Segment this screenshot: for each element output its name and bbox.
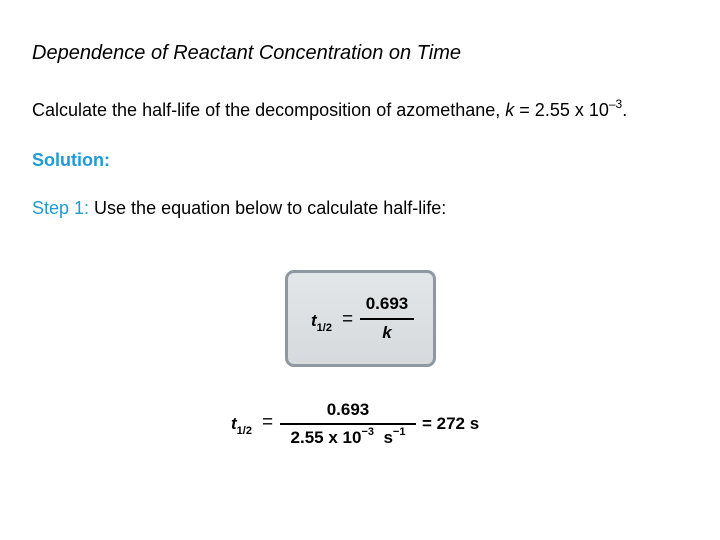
calc-lhs: $t_{1/2}$ <box>231 414 252 437</box>
step-1 <box>32 198 446 219</box>
question-text: Calculate the half-life of the decomposition of azomethane, k = 2.55 x $10^{-3}$. <box>32 97 628 120</box>
formula-denominator: k <box>382 323 392 342</box>
calc-equals: = <box>262 412 274 433</box>
calc-result: = 272 s <box>422 414 480 433</box>
formula-fraction-bar <box>360 318 414 320</box>
slide-title: Dependence of Reactant Concentration on Time <box>32 42 461 64</box>
formula-numerator: 0.693 <box>365 294 409 313</box>
step-1-label: Step 1: <box>32 198 90 218</box>
step-1-text: Use the equation below to calculate half-life: <box>89 198 447 218</box>
formula-lhs: $t_{1/2}$ <box>311 311 332 334</box>
calc-fraction-bar <box>280 423 416 425</box>
solution-label: Solution: <box>32 150 110 170</box>
calc-denominator: 2.55 x $10^{-3}$ $s^{-1}$ <box>290 426 406 447</box>
formula-equals: = <box>342 309 354 330</box>
calc-numerator: 0.693 <box>326 400 370 419</box>
half-life-formula-box <box>285 270 436 367</box>
